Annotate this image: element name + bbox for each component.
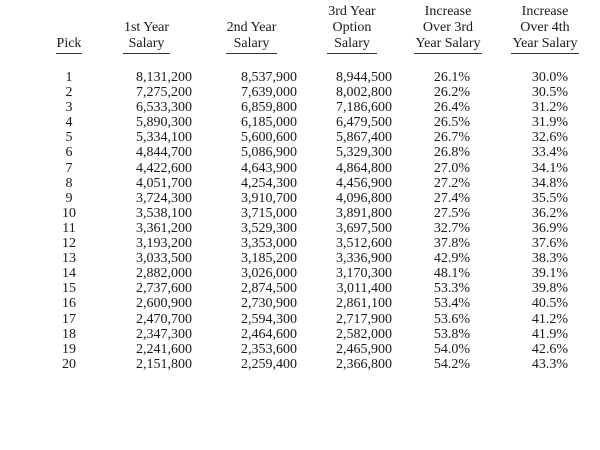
cell-year2-salary: 2,594,300 — [241, 311, 297, 327]
cell-pick: 16 — [62, 296, 76, 312]
cell-increase-over-3rd: 26.8% — [433, 145, 471, 161]
cell-pick: 7 — [65, 160, 73, 176]
header-inc3-line1: Increase — [424, 4, 472, 19]
cell-year2-salary: 2,259,400 — [241, 356, 297, 372]
table-row — [44, 357, 594, 372]
cell-increase-over-3rd: 27.2% — [433, 175, 471, 191]
cell-pick: 4 — [65, 115, 73, 131]
header-inc4-line2: Over 4th — [520, 20, 570, 35]
cell-year2-salary: 4,643,900 — [241, 160, 297, 176]
cell-year3-option-salary: 6,479,500 — [336, 115, 392, 131]
header-inc4 — [496, 4, 594, 55]
header-year3-line2: Option — [332, 20, 372, 35]
cell-pick: 20 — [62, 356, 76, 372]
salary-table — [44, 4, 594, 372]
cell-increase-over-4th: 30.0% — [531, 70, 569, 85]
cell-pick: 12 — [62, 236, 76, 252]
cell-increase-over-3rd: 26.5% — [433, 115, 471, 131]
table-row — [44, 85, 594, 100]
header-inc3-label — [414, 4, 481, 54]
cell-pick: 13 — [62, 251, 76, 267]
cell-year1-salary: 3,033,500 — [136, 251, 192, 267]
cell-increase-over-3rd: 26.4% — [433, 100, 471, 116]
cell-pick: 19 — [62, 341, 76, 357]
cell-year3-option-salary: 2,582,000 — [336, 326, 392, 342]
table-row — [44, 206, 594, 221]
cell-year2-salary: 3,026,000 — [241, 266, 297, 282]
cell-year3-option-salary: 3,512,600 — [336, 236, 392, 252]
cell-increase-over-4th: 40.5% — [531, 296, 569, 312]
header-year3-label — [327, 4, 376, 54]
cell-year1-salary: 5,334,100 — [136, 130, 192, 146]
cell-increase-over-4th: 30.5% — [531, 85, 569, 101]
header-year1-line1: 1st Year — [123, 20, 170, 35]
cell-increase-over-3rd: 53.8% — [433, 326, 471, 342]
header-pick-label: Pick — [56, 36, 83, 54]
cell-increase-over-3rd: 26.2% — [433, 85, 471, 101]
table-row — [44, 176, 594, 191]
cell-year3-option-salary: 3,697,500 — [336, 220, 392, 236]
cell-year2-salary: 2,874,500 — [241, 281, 297, 297]
header-inc3-line2: Over 3rd — [422, 20, 474, 35]
cell-pick: 11 — [62, 220, 76, 236]
cell-increase-over-4th: 32.6% — [531, 130, 569, 146]
table-row — [44, 221, 594, 236]
cell-increase-over-3rd: 54.2% — [433, 356, 471, 372]
cell-increase-over-4th: 34.1% — [531, 160, 569, 176]
cell-increase-over-4th: 42.6% — [531, 341, 569, 357]
cell-year2-salary: 7,639,000 — [241, 85, 297, 101]
header-year3-line1: 3rd Year — [328, 4, 376, 19]
cell-year3-option-salary: 2,465,900 — [336, 341, 392, 357]
header-inc3 — [400, 4, 496, 55]
table-row — [44, 130, 594, 145]
table-row — [44, 100, 594, 115]
cell-year3-option-salary: 4,096,800 — [336, 190, 392, 206]
cell-year3-option-salary: 3,336,900 — [336, 251, 392, 267]
cell-year3-option-salary: 2,861,100 — [336, 296, 392, 312]
table-body — [44, 55, 594, 372]
cell-pick: 15 — [62, 281, 76, 297]
cell-year1-salary: 4,422,600 — [136, 160, 192, 176]
cell-year2-salary: 2,353,600 — [241, 341, 297, 357]
table-row — [44, 55, 594, 85]
cell-year1-salary: 2,470,700 — [136, 311, 192, 327]
cell-year3-option-salary: 5,867,400 — [336, 130, 392, 146]
cell-increase-over-4th: 31.9% — [531, 115, 569, 131]
header-year2 — [199, 4, 304, 55]
table-row — [44, 115, 594, 130]
table-row — [44, 312, 594, 327]
header-year2-line1: 2nd Year — [226, 20, 277, 35]
cell-pick: 1 — [65, 70, 73, 85]
table-row — [44, 281, 594, 296]
cell-year1-salary: 6,533,300 — [136, 100, 192, 116]
cell-year2-salary: 3,353,000 — [241, 236, 297, 252]
cell-year2-salary: 3,529,300 — [241, 220, 297, 236]
cell-year3-option-salary: 3,170,300 — [336, 266, 392, 282]
header-year2-label — [226, 20, 278, 54]
cell-increase-over-4th: 41.2% — [531, 311, 569, 327]
cell-pick: 18 — [62, 326, 76, 342]
header-year1 — [94, 4, 199, 55]
table-header — [44, 4, 594, 55]
header-inc3-line3: Year Salary — [415, 36, 481, 51]
cell-year1-salary: 2,151,800 — [136, 356, 192, 372]
cell-increase-over-4th: 36.9% — [531, 220, 569, 236]
cell-increase-over-3rd: 26.7% — [433, 130, 471, 146]
cell-year1-salary: 2,882,000 — [136, 266, 192, 282]
cell-year2-salary: 5,600,600 — [241, 130, 297, 146]
cell-increase-over-4th: 34.8% — [531, 175, 569, 191]
cell-year1-salary: 7,275,200 — [136, 85, 192, 101]
cell-pick: 5 — [65, 130, 73, 146]
cell-year1-salary: 3,724,300 — [136, 190, 192, 206]
cell-increase-over-4th: 38.3% — [531, 251, 569, 267]
cell-year2-salary: 3,910,700 — [241, 190, 297, 206]
cell-increase-over-3rd: 53.3% — [433, 281, 471, 297]
cell-increase-over-3rd: 42.9% — [433, 251, 471, 267]
cell-increase-over-3rd: 27.0% — [433, 160, 471, 176]
cell-pick: 3 — [65, 100, 73, 116]
cell-increase-over-4th: 37.6% — [531, 236, 569, 252]
cell-year2-salary: 2,730,900 — [241, 296, 297, 312]
cell-increase-over-3rd: 53.6% — [433, 311, 471, 327]
cell-year3-option-salary: 2,717,900 — [336, 311, 392, 327]
cell-pick: 17 — [62, 311, 76, 327]
cell-year1-salary: 2,600,900 — [136, 296, 192, 312]
header-year3-line3: Salary — [334, 36, 370, 51]
cell-year2-salary: 4,254,300 — [241, 175, 297, 191]
cell-pick: 10 — [62, 205, 76, 221]
table-row — [44, 342, 594, 357]
cell-year3-option-salary: 3,011,400 — [336, 281, 392, 297]
header-inc4-line3: Year Salary — [512, 36, 578, 51]
cell-year2-salary: 3,715,000 — [241, 205, 297, 221]
cell-pick: 6 — [65, 145, 73, 161]
cell-pick: 8 — [65, 175, 73, 191]
cell-year3-option-salary: 4,864,800 — [336, 160, 392, 176]
cell-year3-option-salary: 8,002,800 — [336, 85, 392, 101]
cell-year1-salary: 3,193,200 — [136, 236, 192, 252]
header-pick — [44, 4, 94, 55]
table-row — [44, 236, 594, 251]
cell-year3-option-salary: 2,366,800 — [336, 356, 392, 372]
cell-increase-over-3rd: 26.1% — [433, 70, 471, 85]
table-row — [44, 266, 594, 281]
cell-year3-option-salary: 5,329,300 — [336, 145, 392, 161]
table-row — [44, 296, 594, 311]
table-row — [44, 161, 594, 176]
cell-year1-salary: 8,131,200 — [136, 70, 192, 85]
cell-year1-salary: 3,361,200 — [136, 220, 192, 236]
cell-increase-over-3rd: 37.8% — [433, 236, 471, 252]
cell-year2-salary: 8,537,900 — [241, 70, 297, 85]
cell-year1-salary: 2,241,600 — [136, 341, 192, 357]
table-row — [44, 191, 594, 206]
cell-increase-over-3rd: 48.1% — [433, 266, 471, 282]
cell-year1-salary: 2,347,300 — [136, 326, 192, 342]
header-year1-label — [123, 20, 170, 54]
cell-increase-over-4th: 43.3% — [531, 356, 569, 372]
cell-increase-over-4th: 41.9% — [531, 326, 569, 342]
table-row — [44, 251, 594, 266]
cell-increase-over-3rd: 54.0% — [433, 341, 471, 357]
cell-increase-over-4th: 39.8% — [531, 281, 569, 297]
header-inc4-label — [511, 4, 578, 54]
cell-year2-salary: 5,086,900 — [241, 145, 297, 161]
header-year3 — [304, 4, 400, 55]
cell-year3-option-salary: 3,891,800 — [336, 205, 392, 221]
cell-pick: 9 — [65, 190, 73, 206]
cell-pick: 14 — [62, 266, 76, 282]
header-year1-line2: Salary — [128, 36, 165, 51]
cell-year1-salary: 4,051,700 — [136, 175, 192, 191]
header-inc4-line1: Increase — [521, 4, 569, 19]
cell-year1-salary: 3,538,100 — [136, 205, 192, 221]
cell-increase-over-3rd: 27.5% — [433, 205, 471, 221]
cell-year2-salary: 3,185,200 — [241, 251, 297, 267]
cell-year3-option-salary: 8,944,500 — [336, 70, 392, 85]
cell-increase-over-4th: 39.1% — [531, 266, 569, 282]
cell-year1-salary: 2,737,600 — [136, 281, 192, 297]
cell-year2-salary: 2,464,600 — [241, 326, 297, 342]
cell-increase-over-4th: 31.2% — [531, 100, 569, 116]
header-year2-line2: Salary — [233, 36, 270, 51]
cell-year2-salary: 6,859,800 — [241, 100, 297, 116]
cell-year3-option-salary: 4,456,900 — [336, 175, 392, 191]
cell-year3-option-salary: 7,186,600 — [336, 100, 392, 116]
cell-increase-over-3rd: 53.4% — [433, 296, 471, 312]
cell-year2-salary: 6,185,000 — [241, 115, 297, 131]
cell-increase-over-3rd: 32.7% — [433, 220, 471, 236]
cell-increase-over-3rd: 27.4% — [433, 190, 471, 206]
cell-increase-over-4th: 35.5% — [531, 190, 569, 206]
cell-pick: 2 — [65, 85, 73, 101]
table-row — [44, 327, 594, 342]
cell-increase-over-4th: 33.4% — [531, 145, 569, 161]
table-row — [44, 145, 594, 160]
cell-increase-over-4th: 36.2% — [531, 205, 569, 221]
cell-year1-salary: 4,844,700 — [136, 145, 192, 161]
cell-year1-salary: 5,890,300 — [136, 115, 192, 131]
